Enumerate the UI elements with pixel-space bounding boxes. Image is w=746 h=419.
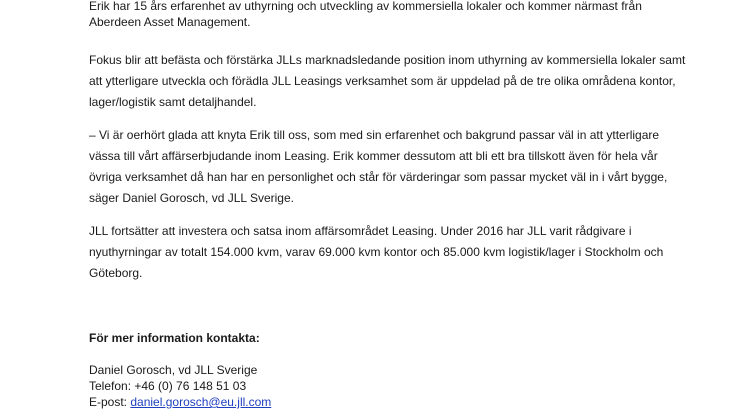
email-label: E-post: xyxy=(89,395,131,409)
text-line: övriga verksamhet då han har en personlighet och står för värderingar som passar mycket väl in i vårt bygge, xyxy=(89,170,668,184)
text-line: JLL fortsätter att investera och satsa inom affärsområdet Leasing. Under 2016 har JLL varit rådgivare i xyxy=(89,224,632,238)
text-line: lager/logistik samt detaljhandel. xyxy=(89,95,257,109)
contact-heading: För mer information kontakta: xyxy=(89,331,260,345)
text-line: Göteborg. xyxy=(89,266,143,280)
text-line: att ytterligare utveckla och förädla JLL Leasings verksamhet som är uppdelad på de tre olika områdena kontor, xyxy=(89,74,676,88)
contact-name: Daniel Gorosch, vd JLL Sverige xyxy=(89,363,258,377)
text-line: Aberdeen Asset Management. xyxy=(89,15,251,29)
contact-email-line xyxy=(89,395,271,409)
email-link[interactable]: daniel.gorosch@eu.jll.com xyxy=(130,395,272,409)
contact-phone: Telefon: +46 (0) 76 148 51 03 xyxy=(89,379,247,393)
text-line: Fokus blir att befästa och förstärka JLLs marknadsledande position inom uthyrning av kommersiella lokaler samt xyxy=(89,53,686,67)
text-line: – Vi är oerhört glada att knyta Erik till oss, som med sin erfarenhet och bakgrund passar väl in att ytterligare xyxy=(89,128,660,142)
text-line: säger Daniel Gorosch, vd JLL Sverige. xyxy=(89,191,294,205)
text-line: nyuthyrningar av totalt 154.000 kvm, varav 69.000 kvm kontor och 85.000 kvm logistik/lager i Stockholm och xyxy=(89,245,664,259)
text-line: Erik har 15 års erfarenhet av uthyrning och utveckling av kommersiella lokaler och kommer närmast från xyxy=(89,0,642,13)
text-line: vässa till vårt affärserbjudande inom Leasing. Erik kommer dessutom att bli ett bra tillskott även för hela vår xyxy=(89,149,658,163)
